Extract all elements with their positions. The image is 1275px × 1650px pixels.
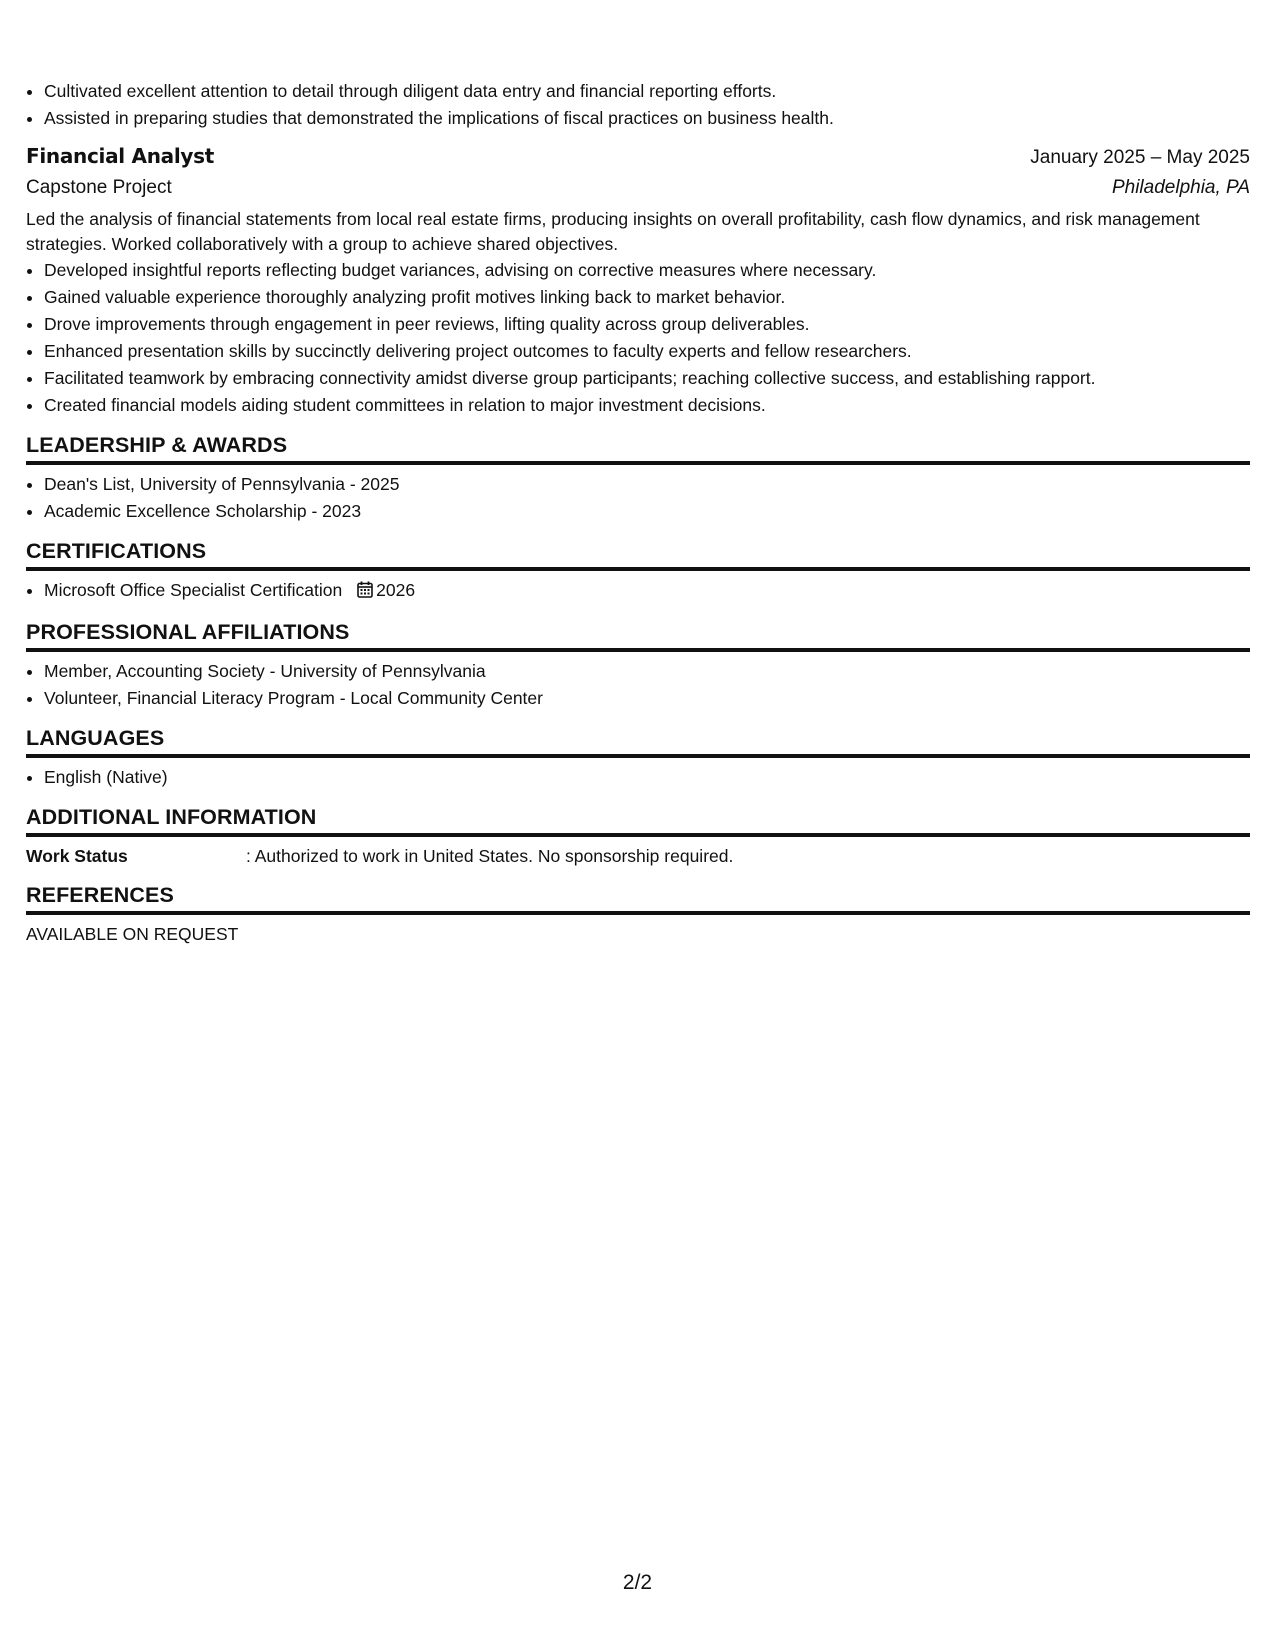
work-status-value: : Authorized to work in United States. No sponsorship required. [246, 846, 734, 866]
languages-section [26, 726, 1250, 791]
job-header [26, 144, 1250, 169]
job-location: Philadelphia, PA [1111, 177, 1250, 198]
work-status-row [26, 843, 1250, 869]
section-title: LEADERSHIP & AWARDS [26, 433, 1250, 465]
affiliations-section [26, 620, 1250, 712]
list-item: • Cultivated excellent attention to detail through diligent data entry and financial reporting efforts. [44, 78, 1250, 105]
section-title: LANGUAGES [26, 726, 1250, 758]
section-title: PROFESSIONAL AFFILIATIONS [26, 620, 1250, 652]
job-organization: Capstone Project [26, 177, 172, 198]
affiliations-list [26, 658, 1250, 712]
leadership-list [26, 471, 1250, 525]
job-title: Financial Analyst [26, 144, 214, 168]
list-item [44, 577, 1250, 606]
job-summary: Led the analysis of financial statements from local real estate firms, producing insights on overall profitability, cash flow dynamics, and risk management strategies. Worked collaboratively with a group to achieve shared objectives. [26, 209, 1200, 254]
list-item: • Member, Accounting Society - University of Pennsylvania [44, 658, 1250, 685]
list-item: • Created financial models aiding student committees in relation to major investment decisions. [44, 392, 1250, 419]
list-item: • Enhanced presentation skills by succinctly delivering project outcomes to faculty experts and fellow researchers. [44, 338, 1250, 365]
languages-list [26, 764, 1250, 791]
list-item: • Academic Excellence Scholarship - 2023 [44, 498, 1250, 525]
list-item: • Assisted in preparing studies that demonstrated the implications of fiscal practices on business health. [44, 105, 1250, 132]
certification-year: 2026 [376, 580, 416, 600]
list-item: • Facilitated teamwork by embracing connectivity amidst diverse group participants; reaching collective success, and establishing rapport. [44, 365, 1250, 392]
previous-job-bullets [26, 78, 1250, 132]
list-item: • Volunteer, Financial Literacy Program - Local Community Center [44, 685, 1250, 712]
section-title: CERTIFICATIONS [26, 539, 1250, 571]
list-item: • Dean's List, University of Pennsylvania - 2025 [44, 471, 1250, 498]
section-title: REFERENCES [26, 883, 1250, 915]
references-text: AVAILABLE ON REQUEST [26, 924, 239, 944]
calendar-icon [357, 579, 373, 606]
page-number: 2/2 [622, 1571, 653, 1594]
references-section [26, 883, 1250, 947]
additional-info-section [26, 805, 1250, 869]
certifications-list [26, 577, 1250, 606]
resume-page [26, 78, 1250, 947]
list-item: • Drove improvements through engagement in peer reviews, lifting quality across group deliverables. [44, 311, 1250, 338]
certification-name: Microsoft Office Specialist Certification [44, 580, 343, 600]
list-item: • Developed insightful reports reflecting budget variances, advising on corrective measures where necessary. [44, 257, 1250, 284]
section-title: ADDITIONAL INFORMATION [26, 805, 1250, 837]
job-subheader [26, 177, 1250, 199]
work-status-label: Work Status [26, 846, 128, 866]
leadership-section [26, 433, 1250, 525]
job-bullets [26, 257, 1250, 419]
job-dates: January 2025 – May 2025 [1030, 147, 1250, 168]
list-item: • English (Native) [44, 764, 1250, 791]
list-item: • Gained valuable experience thoroughly analyzing profit motives linking back to market behavior. [44, 284, 1250, 311]
certifications-section [26, 539, 1250, 606]
